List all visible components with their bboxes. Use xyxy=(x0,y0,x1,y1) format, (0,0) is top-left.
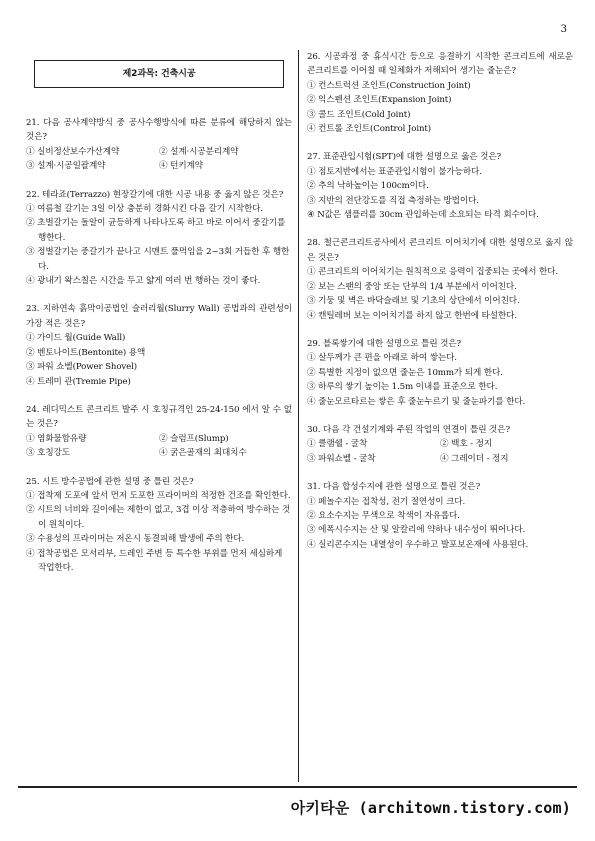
answer-option: ④ 턴키계약 xyxy=(159,161,203,172)
question xyxy=(26,302,292,388)
answer-option: ② 추의 낙하높이는 100cm이다. xyxy=(307,181,429,192)
answer-option: ① 페놀수지는 접착성, 전기 절연성이 크다. xyxy=(307,496,466,507)
answer-option: ① 살두께가 큰 편을 아래로 하여 쌓는다. xyxy=(307,353,457,364)
answer-option: ④ 실리콘수지는 내열성이 우수하고 발포보온재에 사용된다. xyxy=(307,539,529,550)
answer-option: ① 염화물함유량 xyxy=(26,433,87,444)
answer-option: ④ N값은 샘플러를 30cm 관입하는데 소요되는 타격 회수이다. xyxy=(307,210,539,221)
question xyxy=(307,236,573,322)
answer-option: ① 접착제 도포에 앞서 먼저 도포한 프라이머의 적정한 건조를 확인한다. xyxy=(26,490,291,501)
answer-option: ③ 호칭강도 xyxy=(26,448,70,459)
answer-option: ④ 캔틸레버 보는 이어치기를 하지 않고 한번에 타설한다. xyxy=(307,310,517,321)
page-number: 3 xyxy=(560,24,567,35)
answer-option: ③ 콜드 조인트(Cold Joint) xyxy=(307,109,411,120)
answer-option: ② 백호 - 정지 xyxy=(440,439,492,450)
footer-divider xyxy=(18,786,577,788)
option-row xyxy=(26,432,292,446)
answer-option: ② 슬럼프(Slump) xyxy=(159,433,229,444)
left-question-list xyxy=(26,116,292,575)
question-stem: 27. 표준관입시험(SPT)에 대한 설명으로 옳은 것은? xyxy=(307,152,502,163)
answer-option: ④ 트레미 관(Tremie Pipe) xyxy=(26,376,131,387)
answer-option: ② 익스펜션 조인트(Expansion Joint) xyxy=(307,95,452,106)
question xyxy=(26,475,292,576)
question xyxy=(26,403,292,461)
question xyxy=(26,188,292,289)
answer-option: ④ 컨트롤 조인트(Control Joint) xyxy=(307,124,432,135)
left-column xyxy=(26,50,292,589)
answer-option: ② 설계·시공분리계약 xyxy=(159,146,239,157)
answer-option: ① 콘크리트의 이어치기는 원칙적으로 응력이 집중되는 곳에서 한다. xyxy=(307,267,558,278)
option-row xyxy=(307,437,573,451)
answer-option: ③ 설계·시공일괄계약 xyxy=(26,161,106,172)
section-title: 제2과목: 건축시공 xyxy=(34,60,284,88)
answer-option: ④ 굵은골재의 최대치수 xyxy=(159,448,247,459)
question xyxy=(307,423,573,466)
question xyxy=(26,116,292,174)
question-stem: 22. 테라죠(Terrazzo) 현장갈기에 대한 시공 내용 중 옳지 않은 것은? xyxy=(26,189,284,200)
question-stem: 23. 지하연속 흙막이공법인 슬러리월(Slurry Wall) 공법과의 관련성이 가장 적은 것은? xyxy=(26,304,292,329)
answer-option: ④ 접착공법은 모서리부, 드레인 주변 등 특수한 부위를 먼저 세심하게 작업한다. xyxy=(26,548,283,573)
answer-option: ③ 파워쇼벨 - 굴착 xyxy=(307,453,376,464)
answer-option: ③ 하루의 쌓기 높이는 1.5m 이내를 표준으로 한다. xyxy=(307,382,498,393)
answer-option: ③ 파워 쇼벨(Power Shovel) xyxy=(26,362,138,373)
answer-option: ① 점토지반에서는 표준관입시험이 불가능하다. xyxy=(307,166,482,177)
option-row xyxy=(26,446,292,460)
question-stem: 25. 시트 방수공법에 관한 설명 중 틀린 것은? xyxy=(26,476,194,487)
question-stem: 30. 다음 각 건설기계와 주된 작업의 연결이 틀린 것은? xyxy=(307,424,510,435)
answer-option: ① 컨스트럭션 조인트(Construction Joint) xyxy=(307,80,471,91)
option-row xyxy=(26,145,292,159)
answer-option: ② 보는 스팬의 중앙 또는 단부의 1/4 부분에서 이어친다. xyxy=(307,281,517,292)
answer-option: ① 실비정산보수가산계약 xyxy=(26,146,120,157)
answer-option: ③ 에폭시수지는 산 및 알칼리에 약하나 내수성이 뛰어나다. xyxy=(307,525,526,536)
answer-option: ④ 그레이더 - 정지 xyxy=(440,453,509,464)
answer-option: ② 특별한 지정이 없으면 줄눈은 10mm가 되게 한다. xyxy=(307,367,503,378)
answer-option: ③ 정벌갈기는 중갈기가 끝나고 시멘트 풀먹임을 2~3회 거듭한 후 행한다. xyxy=(26,247,290,272)
question xyxy=(307,337,573,409)
answer-option: ③ 수용성의 프라이머는 저온시 동결피해 발생에 주의 한다. xyxy=(26,534,245,545)
question-stem: 21. 다음 공사계약방식 중 공사수행방식에 따른 분류에 해당하지 않는 것은? xyxy=(26,118,292,143)
question-stem: 28. 철근콘크리트공사에서 콘크리트 이어치기에 대한 설명으로 옳지 않은 것은? xyxy=(307,238,573,263)
footer-text: 아키타운 (architown.tistory.com) xyxy=(290,799,571,817)
answer-option: ① 여름철 갈기는 3일 이상 충분히 경화시킨 다음 갈기 시작한다. xyxy=(26,204,264,215)
answer-option: ② 벤토나이트(Bentonite) 용액 xyxy=(26,347,146,358)
question xyxy=(307,50,573,136)
answer-option: ① 가이드 월(Guide Wall) xyxy=(26,333,126,344)
option-row xyxy=(26,159,292,173)
question-stem: 24. 레디믹스트 콘크리트 발주 시 호칭규격인 25-24-150 에서 알 수 없는 것은? xyxy=(26,404,292,430)
question-stem: 29. 블록쌓기에 대한 설명으로 틀린 것은? xyxy=(307,338,462,349)
answer-option: ① 클램쉘 - 굴착 xyxy=(307,439,368,450)
question xyxy=(307,150,573,222)
right-column xyxy=(307,50,573,566)
question-stem: 31. 다음 합성수지에 관한 설명으로 틀린 것은? xyxy=(307,482,481,493)
answer-option: ② 시트의 너비와 길이에는 제한이 없고, 3겹 이상 적층하여 방수하는 것이 원칙이다. xyxy=(26,505,291,530)
question xyxy=(307,480,573,552)
answer-option: ② 요소수지는 무색으로 착색이 자유롭다. xyxy=(307,510,460,521)
option-row xyxy=(307,452,573,466)
question-stem: 26. 시공과정 중 휴식시간 등으로 응결하기 시작한 콘크리트에 새로운 콘크리트를 이어칠 때 일체화가 저해되어 생기는 줄눈은? xyxy=(307,52,573,77)
answer-option: ② 초벌갈기는 돌알이 균등하게 나타나도록 하고 바로 이어서 중갈기를 행한다. xyxy=(26,218,286,243)
right-question-list xyxy=(307,50,573,552)
answer-option: ③ 기둥 및 벽은 바닥슬래브 및 기초의 상단에서 이어친다. xyxy=(307,296,520,307)
answer-option: ④ 줄눈모르타르는 쌓은 후 줄눈누르기 및 줄눈파기를 한다. xyxy=(307,396,526,407)
answer-option: ③ 지반의 전단강도를 직접 측정하는 방법이다. xyxy=(307,195,479,206)
answer-option: ④ 광내기 왁스칠은 시간을 두고 얇게 여러 번 행하는 것이 좋다. xyxy=(26,276,261,287)
column-divider xyxy=(298,50,299,782)
